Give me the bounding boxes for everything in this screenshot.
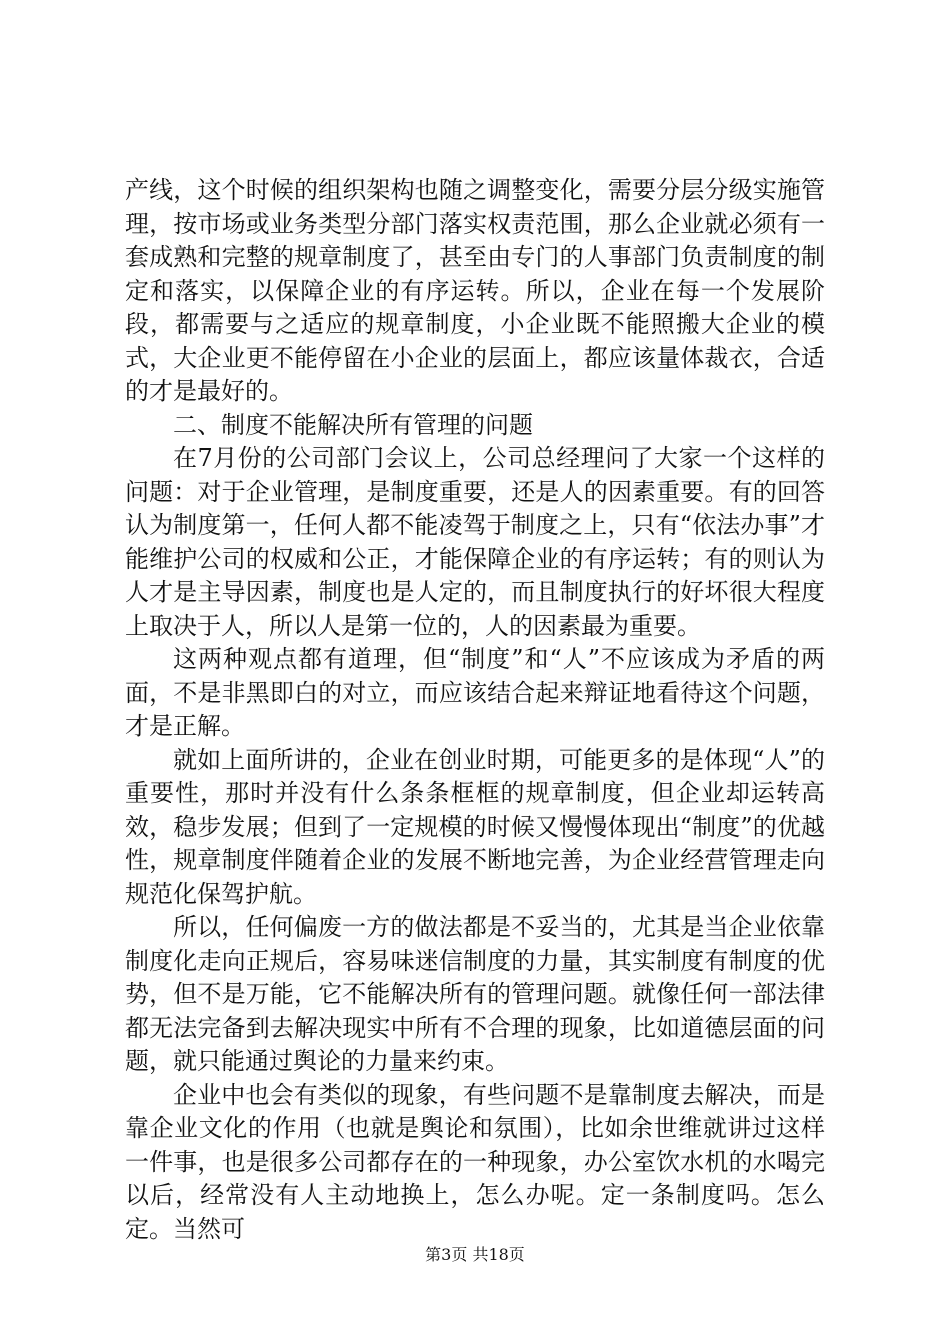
paragraph: 这两种观点都有道理，但“制度”和“人”不应该成为矛盾的两面，不是非黑即白的对立，而应该结合起来辩证地看待这个问题，才是正解。 [125, 645, 825, 740]
paragraph: 就如上面所讲的，企业在创业时期，可能更多的是体现“人”的重要性，那时并没有什么条条框框的规章制度，但企业却运转高效，稳步发展；但到了一定规模的时候又慢慢体现出“制度”的优越性，规章制度伴随着企业的发展不断地完善，为企业经营管理走向规范化保驾护航。 [125, 745, 825, 908]
paragraph-continuation: 产线，这个时候的组织架构也随之调整变化，需要分层分级实施管理，按市场或业务类型分部门落实权责范围，那么企业就必须有一套成熟和完整的规章制度了，甚至由专门的人事部门负责制度的制定和落实，以保障企业的有序运转。所以，企业在每一个发展阶段，都需要与之适应的规章制度，小企业既不能照搬大企业的模式，大企业更不能停留在小企业的层面上，都应该量体裁衣，合适的才是最好的。 [125, 176, 825, 405]
page-footer: 第3页 共18页 [425, 1245, 525, 1264]
body-text [125, 174, 825, 1246]
paragraph: 在7月份的公司部门会议上，公司总经理问了大家一个这样的问题：对于企业管理，是制度重要，还是人的因素重要。有的回答认为制度第一，任何人都不能凌驾于制度之上，只有“依法办事”才能维护公司的权威和公正，才能保障企业的有序运转；有的则认为人才是主导因素，制度也是人定的，而且制度执行的好坏很大程度上取决于人，所以人是第一位的，人的因素最为重要。 [125, 444, 825, 640]
paragraph: 企业中也会有类似的现象，有些问题不是靠制度去解决，而是靠企业文化的作用（也就是舆论和氛围），比如余世维就讲过这样一件事，也是很多公司都存在的一种现象，办公室饮水机的水喝完以后，经常没有人主动地换上，怎么办呢。定一条制度吗。怎么定。当然可 [125, 1080, 825, 1243]
section-heading: 二、制度不能解决所有管理的问题 [173, 410, 533, 439]
paragraph: 所以，任何偏废一方的做法都是不妥当的，尤其是当企业依靠制度化走向正规后，容易味迷信制度的力量，其实制度有制度的优势，但不是万能，它不能解决所有的管理问题。就像任何一部法律都无法完备到去解决现实中所有不合理的现象，比如道德层面的问题，就只能通过舆论的力量来约束。 [125, 913, 825, 1075]
